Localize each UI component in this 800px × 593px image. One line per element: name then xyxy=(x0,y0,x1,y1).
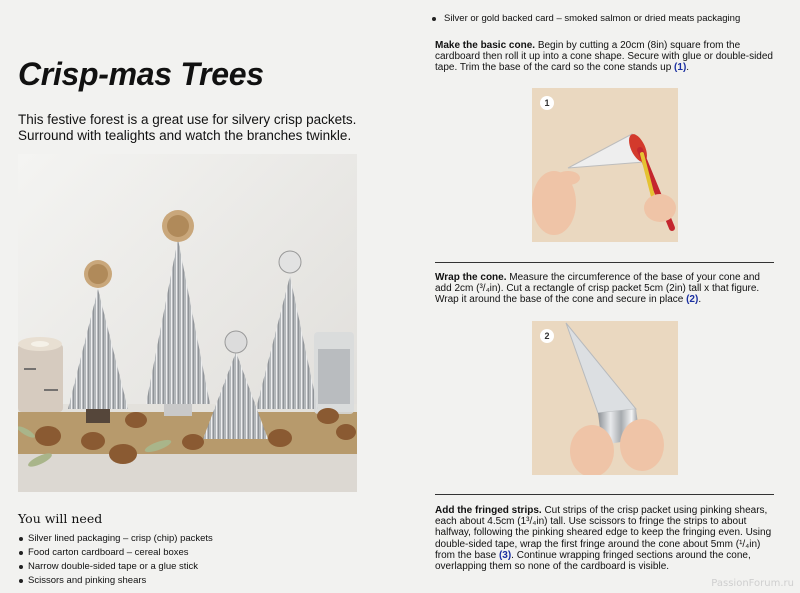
step-heading: Make the basic cone. xyxy=(435,40,536,51)
you-will-need-heading: You will need xyxy=(18,511,103,526)
step-reference: (3) xyxy=(498,549,512,561)
list-item: Food carton cardboard – cereal boxes xyxy=(18,546,213,560)
step-heading: Wrap the cone. xyxy=(435,272,507,283)
divider xyxy=(435,262,774,263)
list-item: Silver lined packaging – crisp (chip) packets xyxy=(18,532,213,546)
you-will-need-list xyxy=(18,532,213,588)
step-tail: . xyxy=(698,294,702,306)
divider xyxy=(435,494,774,495)
step-tail: . Continue wrapping fringed sections around the cone, overlapping them so none of the cardboard is visible. xyxy=(435,549,751,573)
step-number-badge: 1 xyxy=(540,96,554,110)
step-body: Cut strips of the crisp packet using pinking shears, each about 4.5cm (1³/₄in) tall. Use scissors to fringe the strips to about halfway, following the pinking sheared edge to keep the fringing even. Using double-sided tape, wrap the first fringe around the cone about 5mm (¹/₄in) from the base xyxy=(435,505,772,561)
step-body: Begin by cutting a 20cm (8in) square from the cardboard then roll it up into a cone shape. Secure with glue or double-sided tape. Trim the base of the card so the cone stands up xyxy=(435,40,773,74)
list-item: Scissors and pinking shears xyxy=(18,574,213,588)
page-title: Crisp-mas Trees xyxy=(18,56,264,92)
step-3-text xyxy=(435,505,773,572)
step-reference: (1) xyxy=(674,62,687,74)
step-number-badge: 2 xyxy=(540,329,554,343)
step-2-text xyxy=(435,272,773,306)
list-item: Narrow double-sided tape or a glue stick xyxy=(18,560,213,574)
intro-text: This festive forest is a great use for silvery crisp packets. Surround with tealights and watch the branches twinkle. xyxy=(18,112,357,143)
watermark: PassionForum.ru xyxy=(711,578,794,589)
step-2-photo xyxy=(532,321,678,475)
christmas-trees-photo xyxy=(18,154,357,492)
step-heading: Add the fringed strips. xyxy=(435,505,542,516)
step-body: Measure the circumference of the base of your cone and add 2cm (³/₄in). Cut a rectangle of crisp packet 5cm (2in) tall x that figure. Wrap it around the base of the cone and secure in place xyxy=(435,272,760,306)
list-item: Silver or gold backed card – smoked salmon or dried meats packaging xyxy=(430,13,740,24)
step-tail: . xyxy=(686,62,690,74)
step-reference: (2) xyxy=(686,294,699,306)
step-1-photo xyxy=(532,88,678,242)
step-1-text xyxy=(435,40,773,74)
you-will-need-list-continued xyxy=(430,13,740,24)
